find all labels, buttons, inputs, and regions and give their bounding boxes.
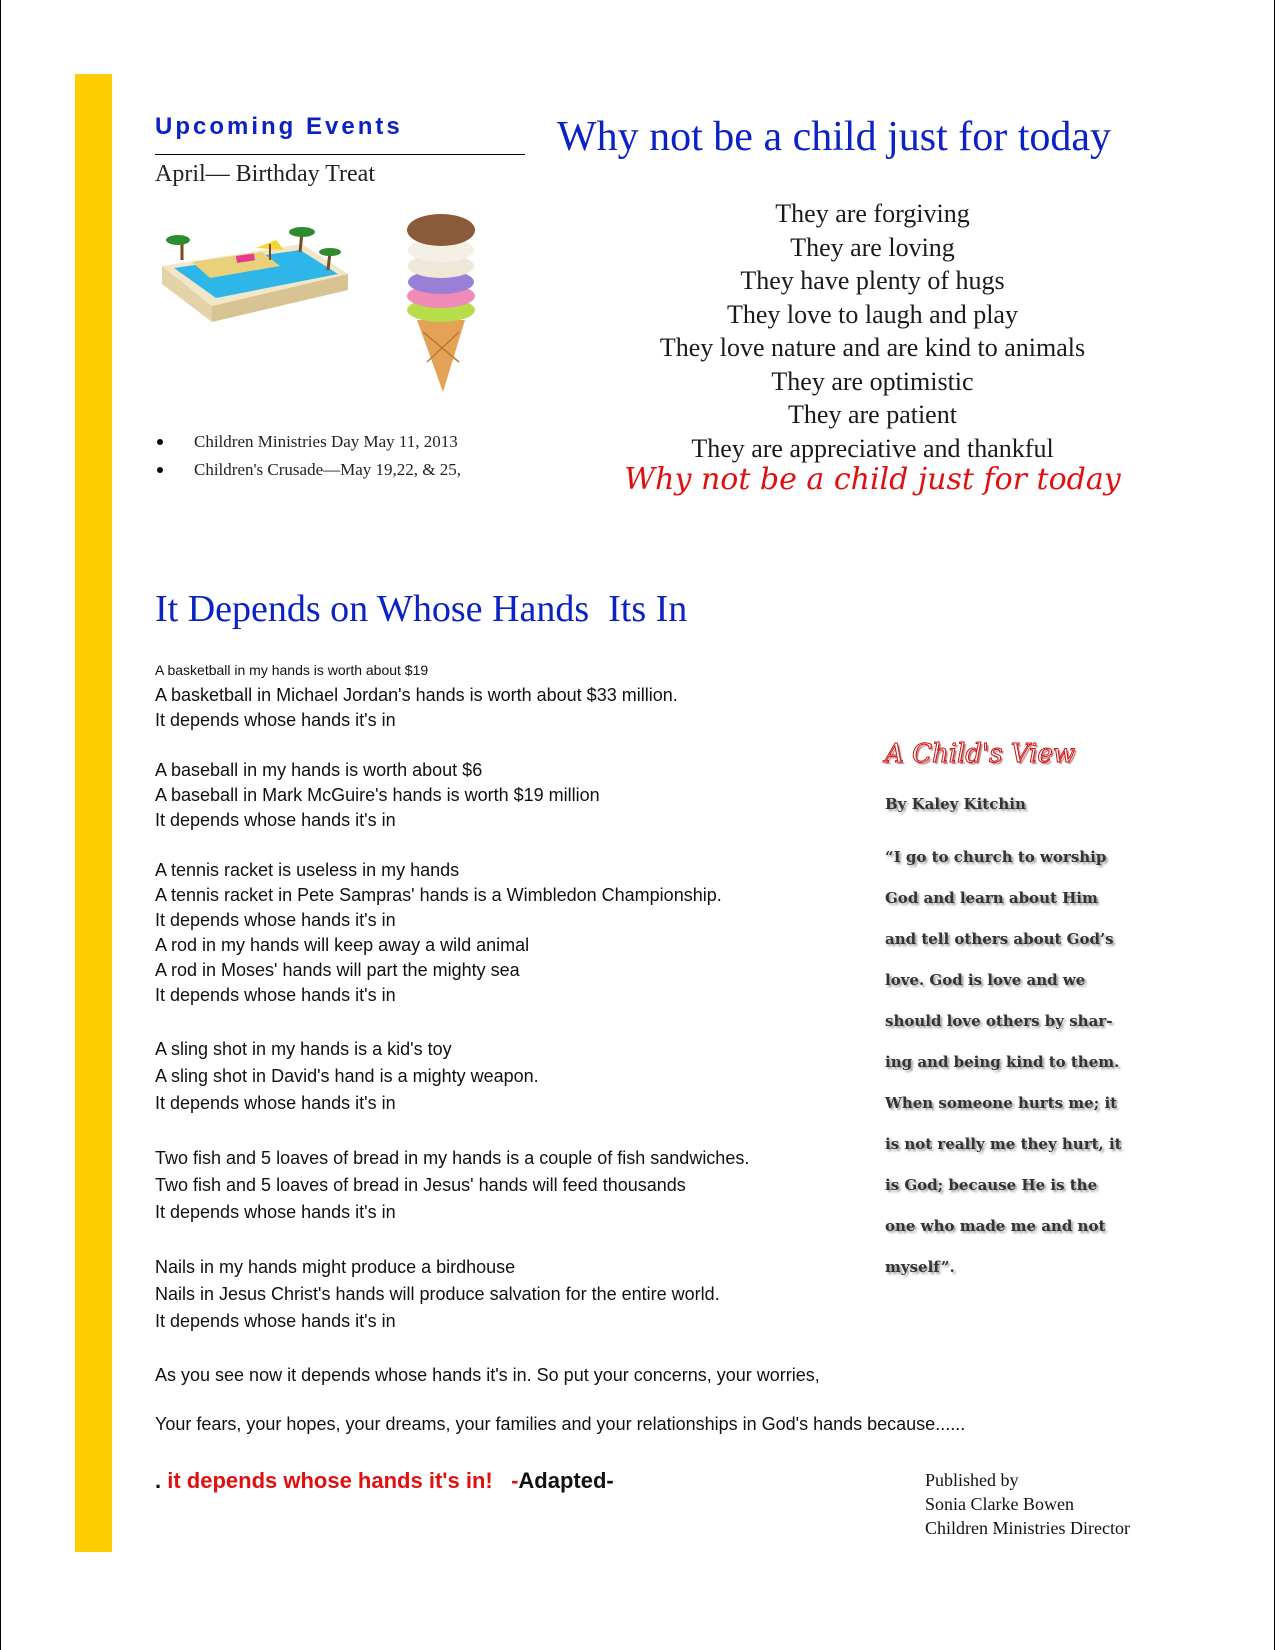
poem-line: They are loving bbox=[790, 232, 955, 262]
quote-line: love. God is love and we bbox=[885, 971, 1086, 989]
why-child-closing: Why not be a child just for today bbox=[624, 462, 1121, 497]
hands-line: Two fish and 5 loaves of bread in my hands is a couple of fish sandwiches. bbox=[155, 1148, 750, 1168]
hands-line: A basketball in my hands is worth about $19 bbox=[155, 662, 429, 678]
final-red-text: it depends whose hands it's in! bbox=[167, 1468, 493, 1493]
hands-line: It depends whose hands it's in bbox=[155, 910, 396, 930]
published-label: Published by bbox=[925, 1470, 1019, 1490]
page-border-left bbox=[0, 0, 1, 1650]
hands-line: It depends whose hands it's in bbox=[155, 1093, 396, 1113]
child-view-quote bbox=[885, 837, 1155, 1288]
hands-line: A rod in my hands will keep away a wild animal bbox=[155, 935, 530, 955]
hands-line: A tennis racket in Pete Sampras' hands is a Wimbledon Championship. bbox=[155, 885, 722, 905]
poem-line: They are optimistic bbox=[771, 366, 974, 396]
hands-line: Two fish and 5 loaves of bread in Jesus' hands will feed thousands bbox=[155, 1175, 686, 1195]
quote-line: God and learn about Him bbox=[885, 889, 1098, 907]
publisher-name: Sonia Clarke Bowen bbox=[925, 1494, 1074, 1514]
quote-line: myself”. bbox=[885, 1258, 955, 1276]
quote-line: is not really me they hurt, it bbox=[885, 1135, 1122, 1153]
poem-line: They are patient bbox=[788, 400, 957, 429]
hands-line: A basketball in Michael Jordan's hands is worth about $33 million. bbox=[155, 685, 678, 705]
hands-line: A tennis racket is useless in my hands bbox=[155, 860, 460, 880]
hands-line: It depends whose hands it's in bbox=[155, 985, 396, 1005]
hands-closing-2: Your fears, your hopes, your dreams, your families and your relationships in God's hands because...... bbox=[155, 1414, 966, 1434]
hands-line: It depends whose hands it's in bbox=[155, 1311, 396, 1331]
hands-line: A sling shot in my hands is a kid's toy bbox=[155, 1039, 452, 1059]
publisher-title: Children Ministries Director bbox=[925, 1518, 1130, 1538]
quote-line: “I go to church to worship bbox=[885, 848, 1107, 866]
hands-title: It Depends on Whose Hands Its In bbox=[155, 588, 688, 630]
poem-line: They have plenty of hugs bbox=[740, 266, 1005, 295]
hands-final-line: . it depends whose hands it's in! -Adapted- bbox=[155, 1468, 614, 1493]
hands-line: A baseball in my hands is worth about $6 bbox=[155, 760, 483, 780]
poem-line: They love nature and are kind to animals bbox=[659, 333, 1086, 362]
beach-cake-image bbox=[152, 226, 350, 322]
events-list bbox=[155, 428, 461, 484]
poem-line: They are forgiving bbox=[775, 199, 970, 228]
bullet-icon bbox=[157, 467, 163, 473]
poem-line: They are appreciative and thankful bbox=[691, 433, 1054, 463]
child-view-byline: By Kaley Kitchin bbox=[885, 795, 1026, 813]
hands-line: It depends whose hands it's in bbox=[155, 810, 396, 830]
quote-line: ing and being kind to them. bbox=[885, 1053, 1120, 1071]
events-subheading: April— Birthday Treat bbox=[155, 161, 375, 187]
hands-line: A sling shot in David's hand is a mighty weapon. bbox=[155, 1066, 539, 1086]
hands-line: It depends whose hands it's in bbox=[155, 1202, 396, 1222]
hands-line: A baseball in Mark McGuire's hands is worth $19 million bbox=[155, 785, 600, 805]
child-view-title: A Child's View bbox=[885, 739, 1075, 769]
events-divider bbox=[155, 154, 525, 155]
quote-line: is God; because He is the bbox=[885, 1176, 1098, 1194]
bullet-icon bbox=[157, 439, 163, 445]
events-heading: Upcoming Events bbox=[155, 113, 403, 140]
quote-line: one who made me and not bbox=[885, 1217, 1106, 1235]
event-item: Children Ministries Day May 11, 2013 bbox=[155, 428, 461, 456]
hands-line: Nails in Jesus Christ's hands will produce salvation for the entire world. bbox=[155, 1284, 720, 1304]
yellow-side-bar bbox=[75, 74, 112, 1552]
published-by-block bbox=[925, 1468, 1130, 1540]
quote-line: When someone hurts me; it bbox=[885, 1094, 1118, 1112]
hands-closing-1: As you see now it depends whose hands it's in. So put your concerns, your worries, bbox=[155, 1365, 820, 1385]
hands-line: It depends whose hands it's in bbox=[155, 710, 396, 730]
poem-line: They love to laugh and play bbox=[727, 299, 1018, 329]
event-item: Children's Crusade—May 19,22, & 25, bbox=[155, 456, 461, 484]
hands-line: A rod in Moses' hands will part the mighty sea bbox=[155, 960, 520, 980]
why-child-title: Why not be a child just for today bbox=[557, 114, 1112, 160]
adapted-label: Adapted bbox=[518, 1468, 607, 1493]
quote-line: and tell others about God’s bbox=[885, 930, 1114, 948]
quote-line: should love others by shar- bbox=[885, 1012, 1113, 1030]
hands-line: Nails in my hands might produce a birdhouse bbox=[155, 1257, 516, 1277]
ice-cream-cone-image bbox=[393, 212, 489, 394]
why-child-poem bbox=[590, 197, 1155, 465]
